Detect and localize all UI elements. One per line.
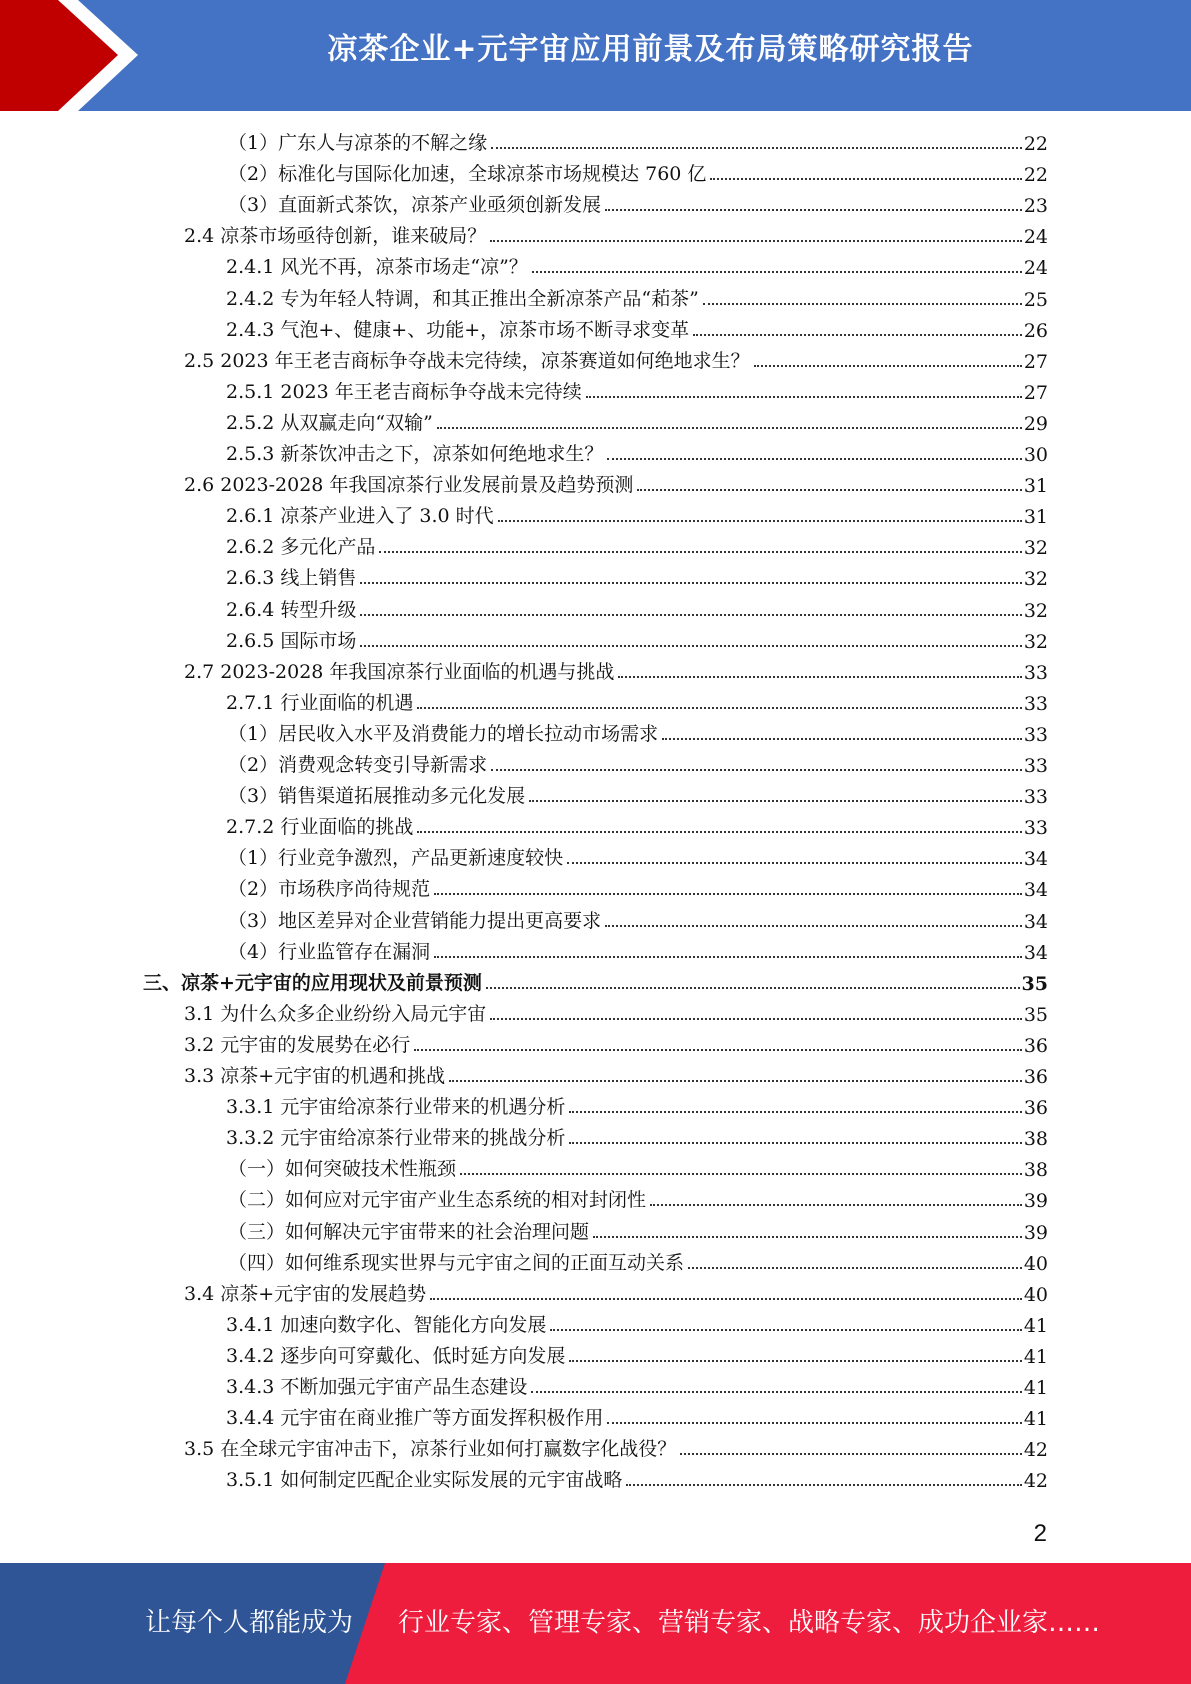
toc-entry-label: （三）如何解决元宇宙带来的社会治理问题 bbox=[228, 1220, 590, 1243]
toc-entry[interactable] bbox=[184, 1430, 1048, 1461]
toc-dot-leader bbox=[567, 862, 1022, 864]
toc-entry-label: （3）地区差异对企业营销能力提出更高要求 bbox=[228, 909, 602, 932]
toc-entry[interactable] bbox=[184, 342, 1048, 373]
toc-dot-leader bbox=[607, 1422, 1021, 1424]
toc-entry[interactable] bbox=[228, 155, 1048, 186]
toc-entry-label: 3.4.4 元宇宙在商业推广等方面发挥积极作用 bbox=[226, 1407, 604, 1430]
toc-dot-leader bbox=[569, 1142, 1021, 1144]
toc-entry-page: 30 bbox=[1023, 444, 1048, 466]
toc-entry-label: 3.4 凉茶+元宇宙的发展趋势 bbox=[184, 1282, 427, 1305]
toc-dot-leader bbox=[593, 1236, 1022, 1238]
toc-entry-label: 3.4.2 逐步向可穿戴化、低时延方向发展 bbox=[226, 1344, 566, 1367]
toc-entry-label: （四）如何维系现实世界与元宇宙之间的正面互动关系 bbox=[228, 1251, 685, 1274]
toc-entry-label: （3）直面新式茶饮，凉茶产业亟须创新发展 bbox=[228, 194, 602, 217]
toc-entry-label: （2）消费观念转变引导新需求 bbox=[228, 754, 488, 776]
toc-entry-page: 32 bbox=[1023, 568, 1048, 591]
toc-entry-page: 31 bbox=[1023, 506, 1048, 529]
toc-dot-leader bbox=[532, 271, 1022, 273]
toc-entry-page: 36 bbox=[1023, 1066, 1048, 1088]
toc-dot-leader bbox=[754, 365, 1022, 367]
toc-entry-page: 34 bbox=[1023, 879, 1048, 902]
toc-entry-page: 27 bbox=[1023, 350, 1048, 373]
toc-dot-leader bbox=[626, 1484, 1021, 1486]
toc-entry-label: 3.4.1 加速向数字化、智能化方向发展 bbox=[226, 1313, 547, 1336]
toc-entry-label: 2.6.2 多元化产品 bbox=[226, 536, 376, 559]
toc-entry-page: 31 bbox=[1023, 475, 1048, 498]
toc-entry-page: 39 bbox=[1023, 1190, 1048, 1213]
toc-entry[interactable] bbox=[143, 964, 1048, 995]
toc-entry-page: 32 bbox=[1023, 599, 1048, 622]
toc-entry-label: 3.5 在全球元宇宙冲击下，凉茶行业如何打赢数字化战役？ bbox=[184, 1438, 677, 1461]
toc-entry[interactable] bbox=[226, 1368, 1048, 1399]
toc-entry-page: 41 bbox=[1023, 1314, 1048, 1337]
toc-entry-page: 41 bbox=[1023, 1377, 1048, 1399]
toc-entry[interactable] bbox=[228, 1181, 1048, 1212]
toc-entry-page: 24 bbox=[1023, 257, 1048, 280]
footer-slogan-right: 行业专家、管理专家、营销专家、战略专家、成功企业家…… bbox=[398, 1608, 1101, 1638]
toc-dot-leader bbox=[569, 1111, 1021, 1113]
toc-entry-label: 2.6.1 凉茶产业进入了 3.0 时代 bbox=[226, 505, 494, 528]
toc-dot-leader bbox=[605, 925, 1022, 927]
toc-entry-page: 33 bbox=[1023, 661, 1048, 684]
toc-dot-leader bbox=[490, 1018, 1022, 1020]
toc-entry-page: 40 bbox=[1023, 1252, 1048, 1275]
toc-entry[interactable] bbox=[228, 777, 1048, 808]
toc-entry[interactable] bbox=[228, 933, 1048, 964]
toc-entry-label: （1）广东人与凉茶的不解之缘 bbox=[228, 132, 488, 154]
toc-entry[interactable] bbox=[226, 373, 1048, 404]
toc-entry-page: 38 bbox=[1023, 1159, 1048, 1182]
toc-entry-label: （二）如何应对元宇宙产业生态系统的相对封闭性 bbox=[228, 1189, 647, 1212]
toc-entry[interactable] bbox=[226, 435, 1048, 466]
toc-entry-page: 35 bbox=[1023, 1003, 1048, 1026]
toc-entry[interactable] bbox=[184, 466, 1048, 497]
toc-entry-page: 38 bbox=[1023, 1128, 1048, 1151]
toc-dot-leader bbox=[550, 1329, 1021, 1331]
toc-dot-leader bbox=[529, 800, 1022, 802]
toc-entry-label: 2.7 2023-2028 年我国凉茶行业面临的机遇与挑战 bbox=[184, 660, 615, 683]
toc-entry-page: 34 bbox=[1023, 910, 1048, 933]
toc-entry-page: 41 bbox=[1023, 1345, 1048, 1368]
toc-entry-page: 36 bbox=[1023, 1034, 1048, 1057]
toc-entry-label: （一）如何突破技术性瓶颈 bbox=[228, 1158, 457, 1181]
toc-entry-page: 33 bbox=[1023, 817, 1048, 840]
toc-dot-leader bbox=[460, 1173, 1022, 1175]
toc-entry[interactable] bbox=[184, 1026, 1048, 1057]
toc-entry-label: （1）行业竞争激烈，产品更新速度较快 bbox=[228, 847, 564, 870]
toc-entry-page: 41 bbox=[1023, 1408, 1048, 1431]
toc-dot-leader bbox=[360, 645, 1021, 647]
toc-entry-label: （4）行业监管存在漏洞 bbox=[228, 940, 431, 963]
toc-entry-label: 2.6.4 转型升级 bbox=[226, 598, 357, 621]
toc-dot-leader bbox=[703, 303, 1022, 305]
toc-entry-page: 36 bbox=[1023, 1097, 1048, 1120]
toc-entry-label: 3.3 凉茶+元宇宙的机遇和挑战 bbox=[184, 1065, 446, 1087]
report-title: 凉茶企业+元宇宙应用前景及布局策略研究报告 bbox=[327, 32, 974, 67]
toc-entry-label: 2.4.3 气泡+、健康+、功能+，凉茶市场不断寻求变革 bbox=[226, 318, 690, 341]
toc-entry[interactable] bbox=[226, 248, 1048, 279]
toc-entry[interactable] bbox=[184, 653, 1048, 684]
toc-entry[interactable] bbox=[228, 870, 1048, 901]
toc-dot-leader bbox=[360, 614, 1021, 616]
toc-entry[interactable] bbox=[228, 839, 1048, 870]
toc-entry[interactable] bbox=[226, 559, 1048, 590]
toc-dot-leader bbox=[417, 831, 1021, 833]
toc-entry-label: 2.6.5 国际市场 bbox=[226, 629, 357, 652]
toc-dot-leader bbox=[434, 956, 1022, 958]
toc-entry-label: 2.6 2023-2028 年我国凉茶行业发展前景及趋势预测 bbox=[184, 474, 634, 497]
toc-entry[interactable] bbox=[184, 995, 1048, 1026]
toc-entry-label: 3.2 元宇宙的发展势在必行 bbox=[184, 1033, 411, 1056]
toc-dot-leader bbox=[434, 893, 1022, 895]
toc-dot-leader bbox=[569, 1360, 1021, 1362]
toc-entry[interactable] bbox=[184, 1275, 1048, 1306]
toc-entry[interactable] bbox=[226, 280, 1048, 311]
toc-dot-leader bbox=[430, 1298, 1022, 1300]
toc-entry[interactable] bbox=[226, 1337, 1048, 1368]
toc-entry[interactable] bbox=[226, 1119, 1048, 1150]
toc-entry-label: （2）市场秩序尚待规范 bbox=[228, 878, 431, 901]
toc-entry-page: 33 bbox=[1023, 692, 1048, 715]
toc-dot-leader bbox=[449, 1080, 1022, 1082]
toc-dot-leader bbox=[607, 458, 1021, 460]
toc-entry-page: 42 bbox=[1023, 1439, 1048, 1462]
toc-dot-leader bbox=[414, 1049, 1022, 1051]
toc-entry-label: （3）销售渠道拓展推动多元化发展 bbox=[228, 785, 526, 808]
toc-entry-page: 29 bbox=[1023, 412, 1048, 435]
toc-entry-label: 2.4.2 专为年轻人特调，和其正推出全新凉茶产品“萂茶” bbox=[226, 287, 699, 310]
toc-dot-leader bbox=[680, 1453, 1022, 1455]
toc-entry-label: 3.4.3 不断加强元宇宙产品生态建设 bbox=[226, 1376, 528, 1398]
toc-dot-leader bbox=[498, 520, 1022, 522]
toc-entry[interactable] bbox=[228, 186, 1048, 217]
toc-entry-label: （1）居民收入水平及消费能力的增长拉动市场需求 bbox=[228, 722, 659, 745]
toc-entry-label: 2.7.2 行业面临的挑战 bbox=[226, 816, 414, 839]
toc-entry[interactable] bbox=[226, 497, 1048, 528]
toc-entry-page: 26 bbox=[1023, 319, 1048, 342]
toc-entry[interactable] bbox=[228, 1213, 1048, 1244]
toc-entry-page: 42 bbox=[1023, 1470, 1048, 1493]
toc-dot-leader bbox=[531, 1391, 1021, 1393]
toc-entry[interactable] bbox=[228, 902, 1048, 933]
toc-dot-leader bbox=[486, 987, 1020, 989]
toc-dot-leader bbox=[710, 178, 1021, 180]
toc-entry[interactable] bbox=[226, 528, 1048, 559]
toc-entry-label: 3.5.1 如何制定匹配企业实际发展的元宇宙战略 bbox=[226, 1469, 623, 1492]
toc-dot-leader bbox=[605, 209, 1022, 211]
toc-entry-label: 三、凉茶+元宇宙的应用现状及前景预测 bbox=[143, 971, 482, 994]
toc-entry[interactable] bbox=[228, 746, 1048, 777]
toc-dot-leader bbox=[437, 427, 1022, 429]
page-header bbox=[0, 0, 1191, 111]
toc-entry[interactable] bbox=[226, 1088, 1048, 1119]
toc-entry-label: 2.4 凉茶市场亟待创新，谁来破局？ bbox=[184, 225, 487, 248]
toc-entry[interactable] bbox=[226, 1306, 1048, 1337]
toc-entry-page: 24 bbox=[1023, 226, 1048, 249]
toc-entry-page: 40 bbox=[1023, 1283, 1048, 1306]
toc-entry-page: 34 bbox=[1023, 848, 1048, 871]
toc-entry[interactable] bbox=[228, 124, 1048, 155]
toc-dot-leader bbox=[586, 396, 1022, 398]
toc-entry[interactable] bbox=[184, 217, 1048, 248]
toc-dot-leader bbox=[360, 582, 1021, 584]
toc-entry-label: 2.5.2 从双赢走向“双输” bbox=[226, 411, 433, 434]
toc-entry-page: 25 bbox=[1023, 288, 1048, 311]
toc-entry-page: 23 bbox=[1023, 195, 1048, 218]
toc-entry[interactable] bbox=[228, 1244, 1048, 1275]
toc-entry-page: 33 bbox=[1023, 786, 1048, 809]
toc-entry[interactable] bbox=[226, 1461, 1048, 1492]
toc-entry-page: 35 bbox=[1021, 972, 1048, 995]
toc-entry-page: 33 bbox=[1023, 723, 1048, 746]
toc-dot-leader bbox=[688, 1267, 1022, 1269]
toc-entry[interactable] bbox=[226, 808, 1048, 839]
page-number: 2 bbox=[1033, 1520, 1047, 1547]
toc-dot-leader bbox=[693, 334, 1022, 336]
toc-entry-label: 2.6.3 线上销售 bbox=[226, 567, 357, 590]
toc-entry[interactable] bbox=[226, 591, 1048, 622]
toc-dot-leader bbox=[637, 489, 1021, 491]
toc-dot-leader bbox=[491, 147, 1022, 149]
page-footer bbox=[0, 1563, 1191, 1684]
toc-dot-leader bbox=[490, 240, 1022, 242]
toc-entry-label: 2.7.1 行业面临的机遇 bbox=[226, 691, 414, 714]
toc-dot-leader bbox=[417, 707, 1021, 709]
toc-entry[interactable] bbox=[226, 622, 1048, 653]
toc-dot-leader bbox=[618, 676, 1021, 678]
toc-entry-page: 22 bbox=[1023, 133, 1048, 155]
toc-entry-page: 32 bbox=[1023, 630, 1048, 653]
toc-entry-page: 33 bbox=[1023, 755, 1048, 777]
toc-entry-label: 2.4.1 风光不再，凉茶市场走“凉”？ bbox=[226, 256, 528, 279]
toc-entry[interactable] bbox=[226, 1399, 1048, 1430]
toc-dot-leader bbox=[650, 1204, 1022, 1206]
toc-entry-page: 34 bbox=[1023, 941, 1048, 964]
toc-entry-label: 3.1 为什么众多企业纷纷入局元宇宙 bbox=[184, 1002, 487, 1025]
toc-entry[interactable] bbox=[226, 404, 1048, 435]
toc-entry-label: 2.5.1 2023 年王老吉商标争夺战未完待续 bbox=[226, 380, 582, 403]
footer-slogan-left: 让每个人都能成为 bbox=[145, 1608, 354, 1638]
toc-entry-page: 32 bbox=[1023, 537, 1048, 560]
toc-entry[interactable] bbox=[226, 684, 1048, 715]
toc-entry[interactable] bbox=[228, 715, 1048, 746]
toc-entry[interactable] bbox=[228, 1150, 1048, 1181]
toc-entry-label: 3.3.1 元宇宙给凉茶行业带来的机遇分析 bbox=[226, 1096, 566, 1119]
toc-entry-label: 2.5 2023 年王老吉商标争夺战未完待续，凉茶赛道如何绝地求生？ bbox=[184, 349, 750, 372]
toc-dot-leader bbox=[662, 738, 1022, 740]
toc-entry-label: 3.3.2 元宇宙给凉茶行业带来的挑战分析 bbox=[226, 1127, 566, 1150]
toc-dot-leader bbox=[491, 769, 1022, 771]
toc-entry-label: 2.5.3 新茶饮冲击之下，凉茶如何绝地求生？ bbox=[226, 443, 604, 465]
toc-entry[interactable] bbox=[226, 311, 1048, 342]
toc-entry-page: 22 bbox=[1023, 164, 1048, 187]
toc-entry-label: （2）标准化与国际化加速，全球凉茶市场规模达 760 亿 bbox=[228, 163, 707, 186]
toc-dot-leader bbox=[379, 551, 1021, 553]
toc-entry-page: 39 bbox=[1023, 1221, 1048, 1244]
toc-entry[interactable] bbox=[184, 1057, 1048, 1088]
toc-entry-page: 27 bbox=[1023, 381, 1048, 404]
